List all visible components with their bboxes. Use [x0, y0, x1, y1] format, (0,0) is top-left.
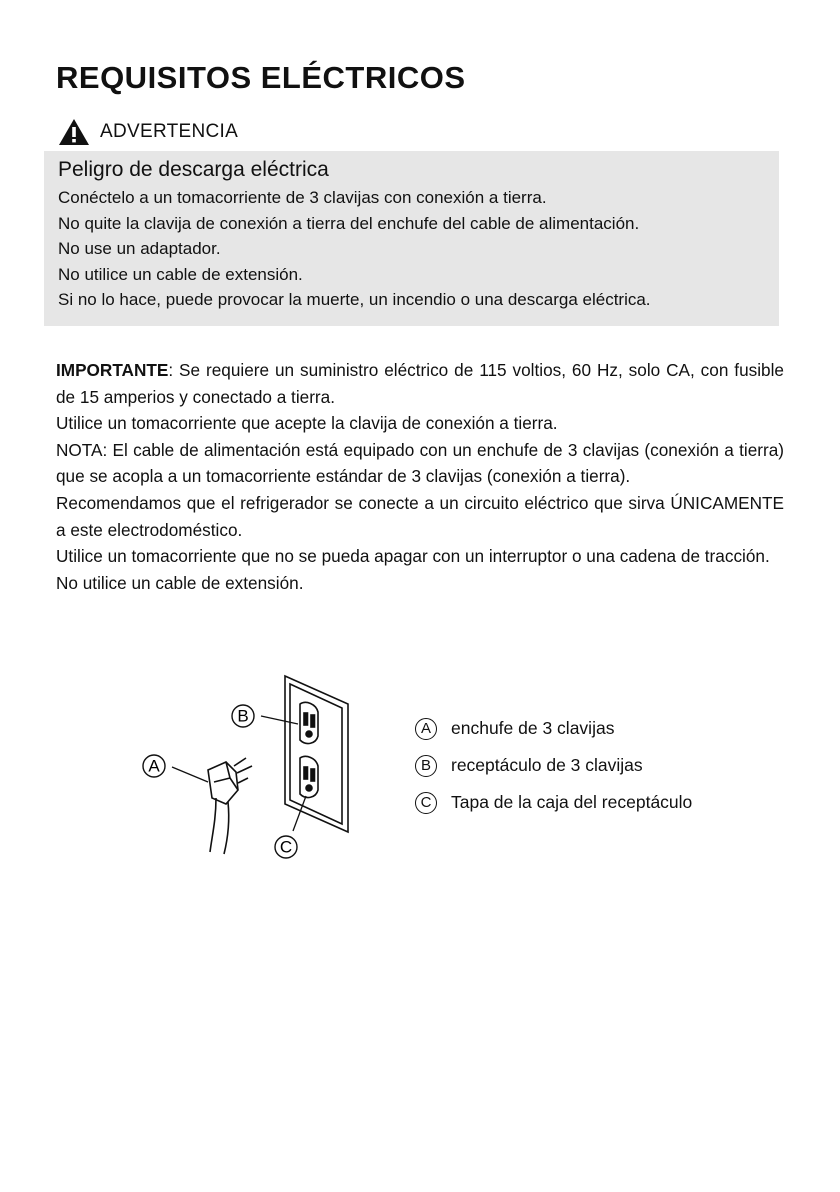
- important-text: : Se requiere un suministro eléctrico de 115 voltios, 60 Hz, solo CA, con fusible de 15 amperios y conectado a tierra.: [56, 360, 784, 407]
- paragraph: Utilice un tomacorriente que no se pueda apagar con un interruptor o una cadena de tracción.: [56, 546, 770, 567]
- warning-line: No utilice un cable de extensión.: [58, 264, 303, 284]
- paragraph: Recomendamos que el refrigerador se conecte a un circuito eléctrico que sirva ÚNICAMENTE a este electrodoméstico.: [56, 492, 784, 540]
- legend-badge: C: [415, 792, 437, 814]
- legend-badge: B: [415, 755, 437, 777]
- legend-badge: A: [415, 718, 437, 740]
- callout-c: [275, 836, 297, 858]
- warning-line: No quite la clavija de conexión a tierra del enchufe del cable de alimentación.: [58, 213, 640, 233]
- important-label: IMPORTANTE: [56, 360, 169, 380]
- callout-b: [232, 705, 254, 727]
- three-prong-plug: [208, 758, 252, 854]
- callout-a: [143, 755, 165, 777]
- svg-text:C: C: [279, 837, 293, 857]
- legend-item-b: [415, 747, 692, 784]
- warning-header: [58, 117, 238, 147]
- warning-triangle-icon: [58, 118, 90, 146]
- warning-line: Si no lo hace, puede provocar la muerte, un incendio o una descarga eléctrica.: [58, 290, 651, 309]
- legend-text: enchufe de 3 clavijas: [451, 718, 615, 738]
- paragraph: Utilice un tomacorriente que acepte la clavija de conexión a tierra.: [56, 413, 558, 434]
- diagram-legend: [415, 710, 692, 821]
- leader-line-a: [172, 767, 208, 782]
- leader-line-c: [293, 796, 306, 831]
- legend-text: receptáculo de 3 clavijas: [451, 755, 643, 775]
- page-title: REQUISITOS ELÉCTRICOS: [56, 60, 466, 95]
- warning-line: No use un adaptador.: [58, 239, 221, 258]
- svg-text:B: B: [237, 706, 249, 726]
- paragraph: No utilice un cable de extensión.: [56, 572, 304, 593]
- leader-line-b: [261, 716, 298, 724]
- important-paragraph: [56, 357, 784, 410]
- legend-item-a: [415, 710, 692, 747]
- legend-item-c: [415, 784, 692, 821]
- warning-box: [44, 151, 779, 326]
- warning-line: Conéctelo a un tomacorriente de 3 clavijas con conexión a tierra.: [58, 188, 547, 207]
- body-text: [56, 357, 784, 596]
- receptacle-cover-plate: [285, 676, 348, 832]
- upper-receptacle: [300, 702, 318, 743]
- warning-heading: Peligro de descarga eléctrica: [58, 158, 329, 181]
- legend-text: Tapa de la caja del receptáculo: [451, 792, 693, 812]
- lower-receptacle: [300, 756, 318, 797]
- note-paragraph: NOTA: El cable de alimentación está equipado con un enchufe de 3 clavijas (conexión a tierra) que se acopla a un tomacorriente estándar de 3 clavijas (conexión a tierra).: [56, 439, 784, 487]
- warning-label: ADVERTENCIA: [100, 121, 239, 142]
- outlet-plug-diagram: [130, 670, 370, 870]
- svg-text:A: A: [148, 756, 160, 776]
